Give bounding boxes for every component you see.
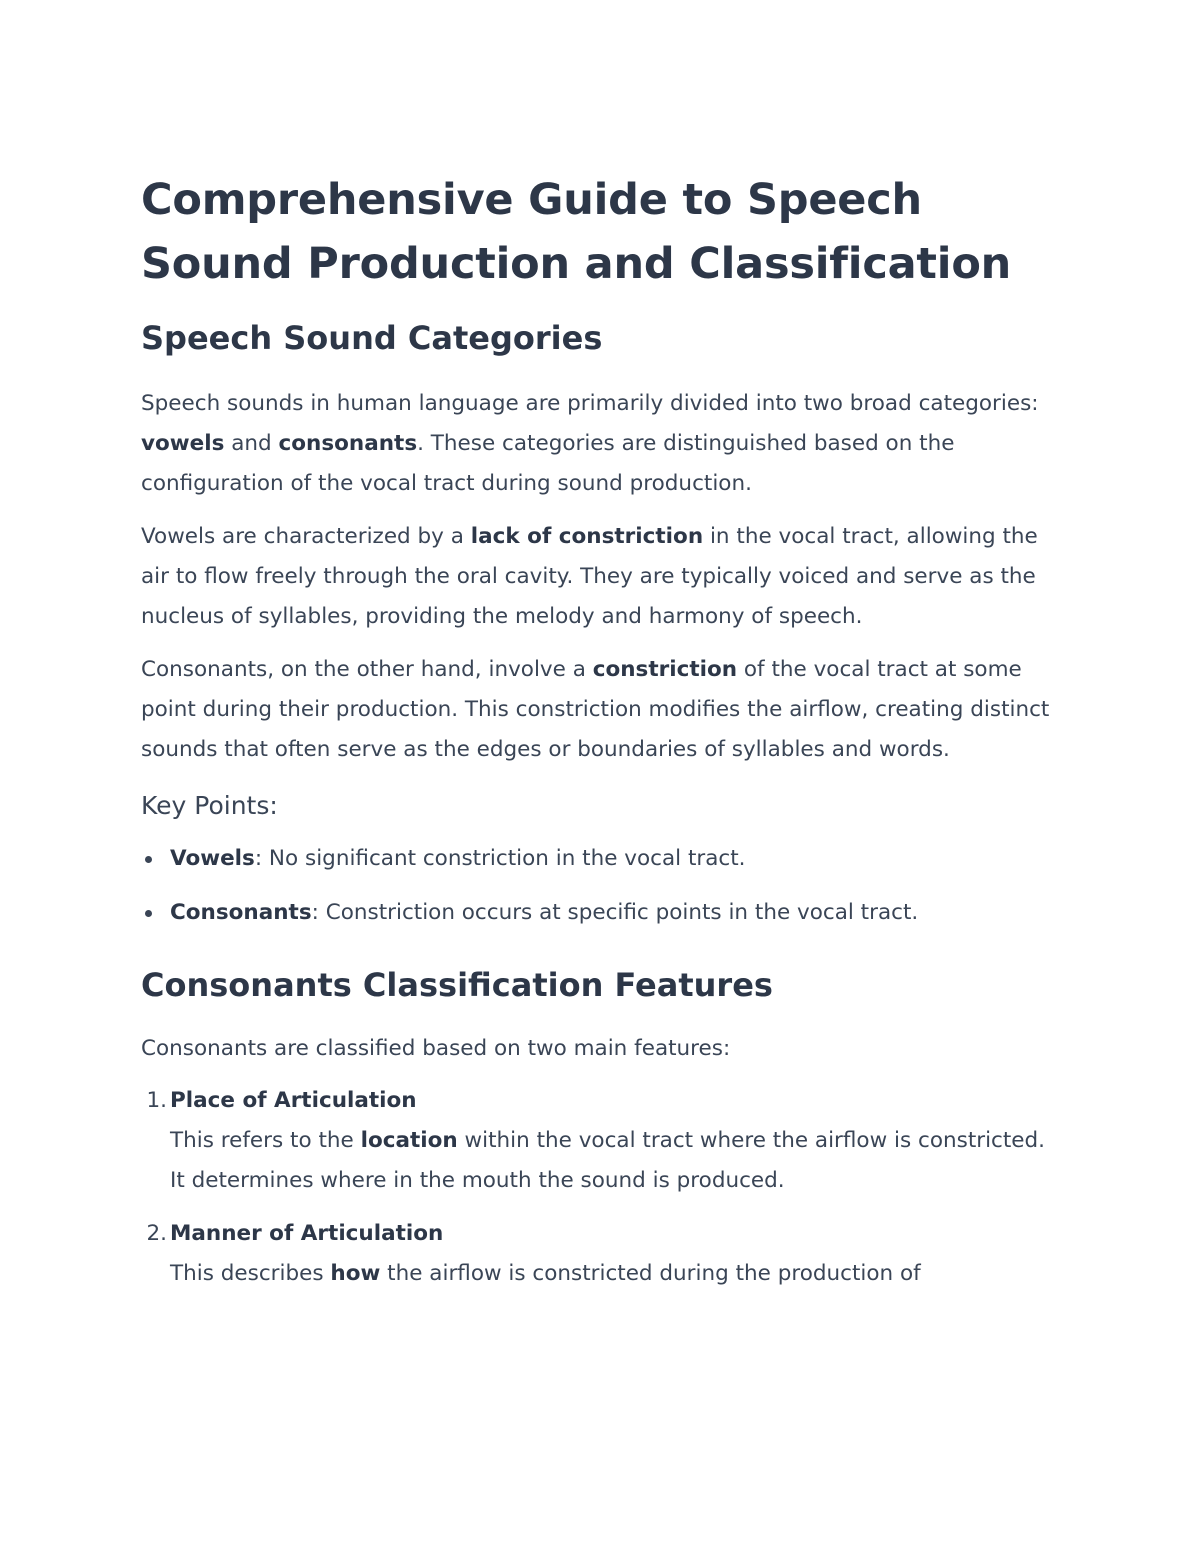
feature-description: This refers to the location within the vocal tract where the airflow is constricted. It determines where in the mouth the sound is produced. — [170, 1128, 1046, 1193]
section-heading-consonants-classification: Consonants Classification Features — [141, 966, 773, 1004]
list-number: 1. — [146, 1088, 167, 1113]
feature-description: This describes how the airflow is constricted during the production of — [170, 1261, 921, 1286]
list-number: 2. — [146, 1221, 167, 1246]
page-title: Comprehensive Guide to Speech Sound Production and Classification — [141, 175, 1012, 289]
bullet-icon — [145, 856, 152, 863]
list-item: Vowels: No significant constriction in the vocal tract. — [141, 839, 1061, 879]
paragraph-categories-intro: Speech sounds in human language are primarily divided into two broad categories: vowels and consonants. These categories are distinguished based on the configuration of the vocal tract during sound production. — [141, 391, 1039, 496]
classification-features-list — [141, 1081, 1061, 1294]
list-item — [141, 1214, 1061, 1294]
list-item: Consonants: Constriction occurs at specific points in the vocal tract. — [141, 893, 1061, 933]
key-points-list — [141, 839, 1061, 933]
paragraph-consonants: Consonants, on the other hand, involve a constriction of the vocal tract at some point during their production. This constriction modifies the airflow, creating distinct sounds that often serve as the edges or boundaries of syllables and words. — [141, 657, 1050, 762]
feature-title: Manner of Articulation — [170, 1221, 444, 1246]
paragraph-vowels: Vowels are characterized by a lack of constriction in the vocal tract, allowing the air to flow freely through the oral cavity. They are typically voiced and serve as the nucleus of syllables, providing the melody and harmony of speech. — [141, 524, 1038, 629]
key-points-heading: Key Points: — [141, 791, 278, 820]
bullet-icon — [145, 910, 152, 917]
document-page — [141, 168, 1061, 1307]
section-heading-speech-sound-categories: Speech Sound Categories — [141, 319, 603, 357]
feature-title: Place of Articulation — [170, 1088, 417, 1113]
list-item — [141, 1081, 1061, 1201]
paragraph-classification-intro: Consonants are classified based on two main features: — [141, 1036, 731, 1061]
